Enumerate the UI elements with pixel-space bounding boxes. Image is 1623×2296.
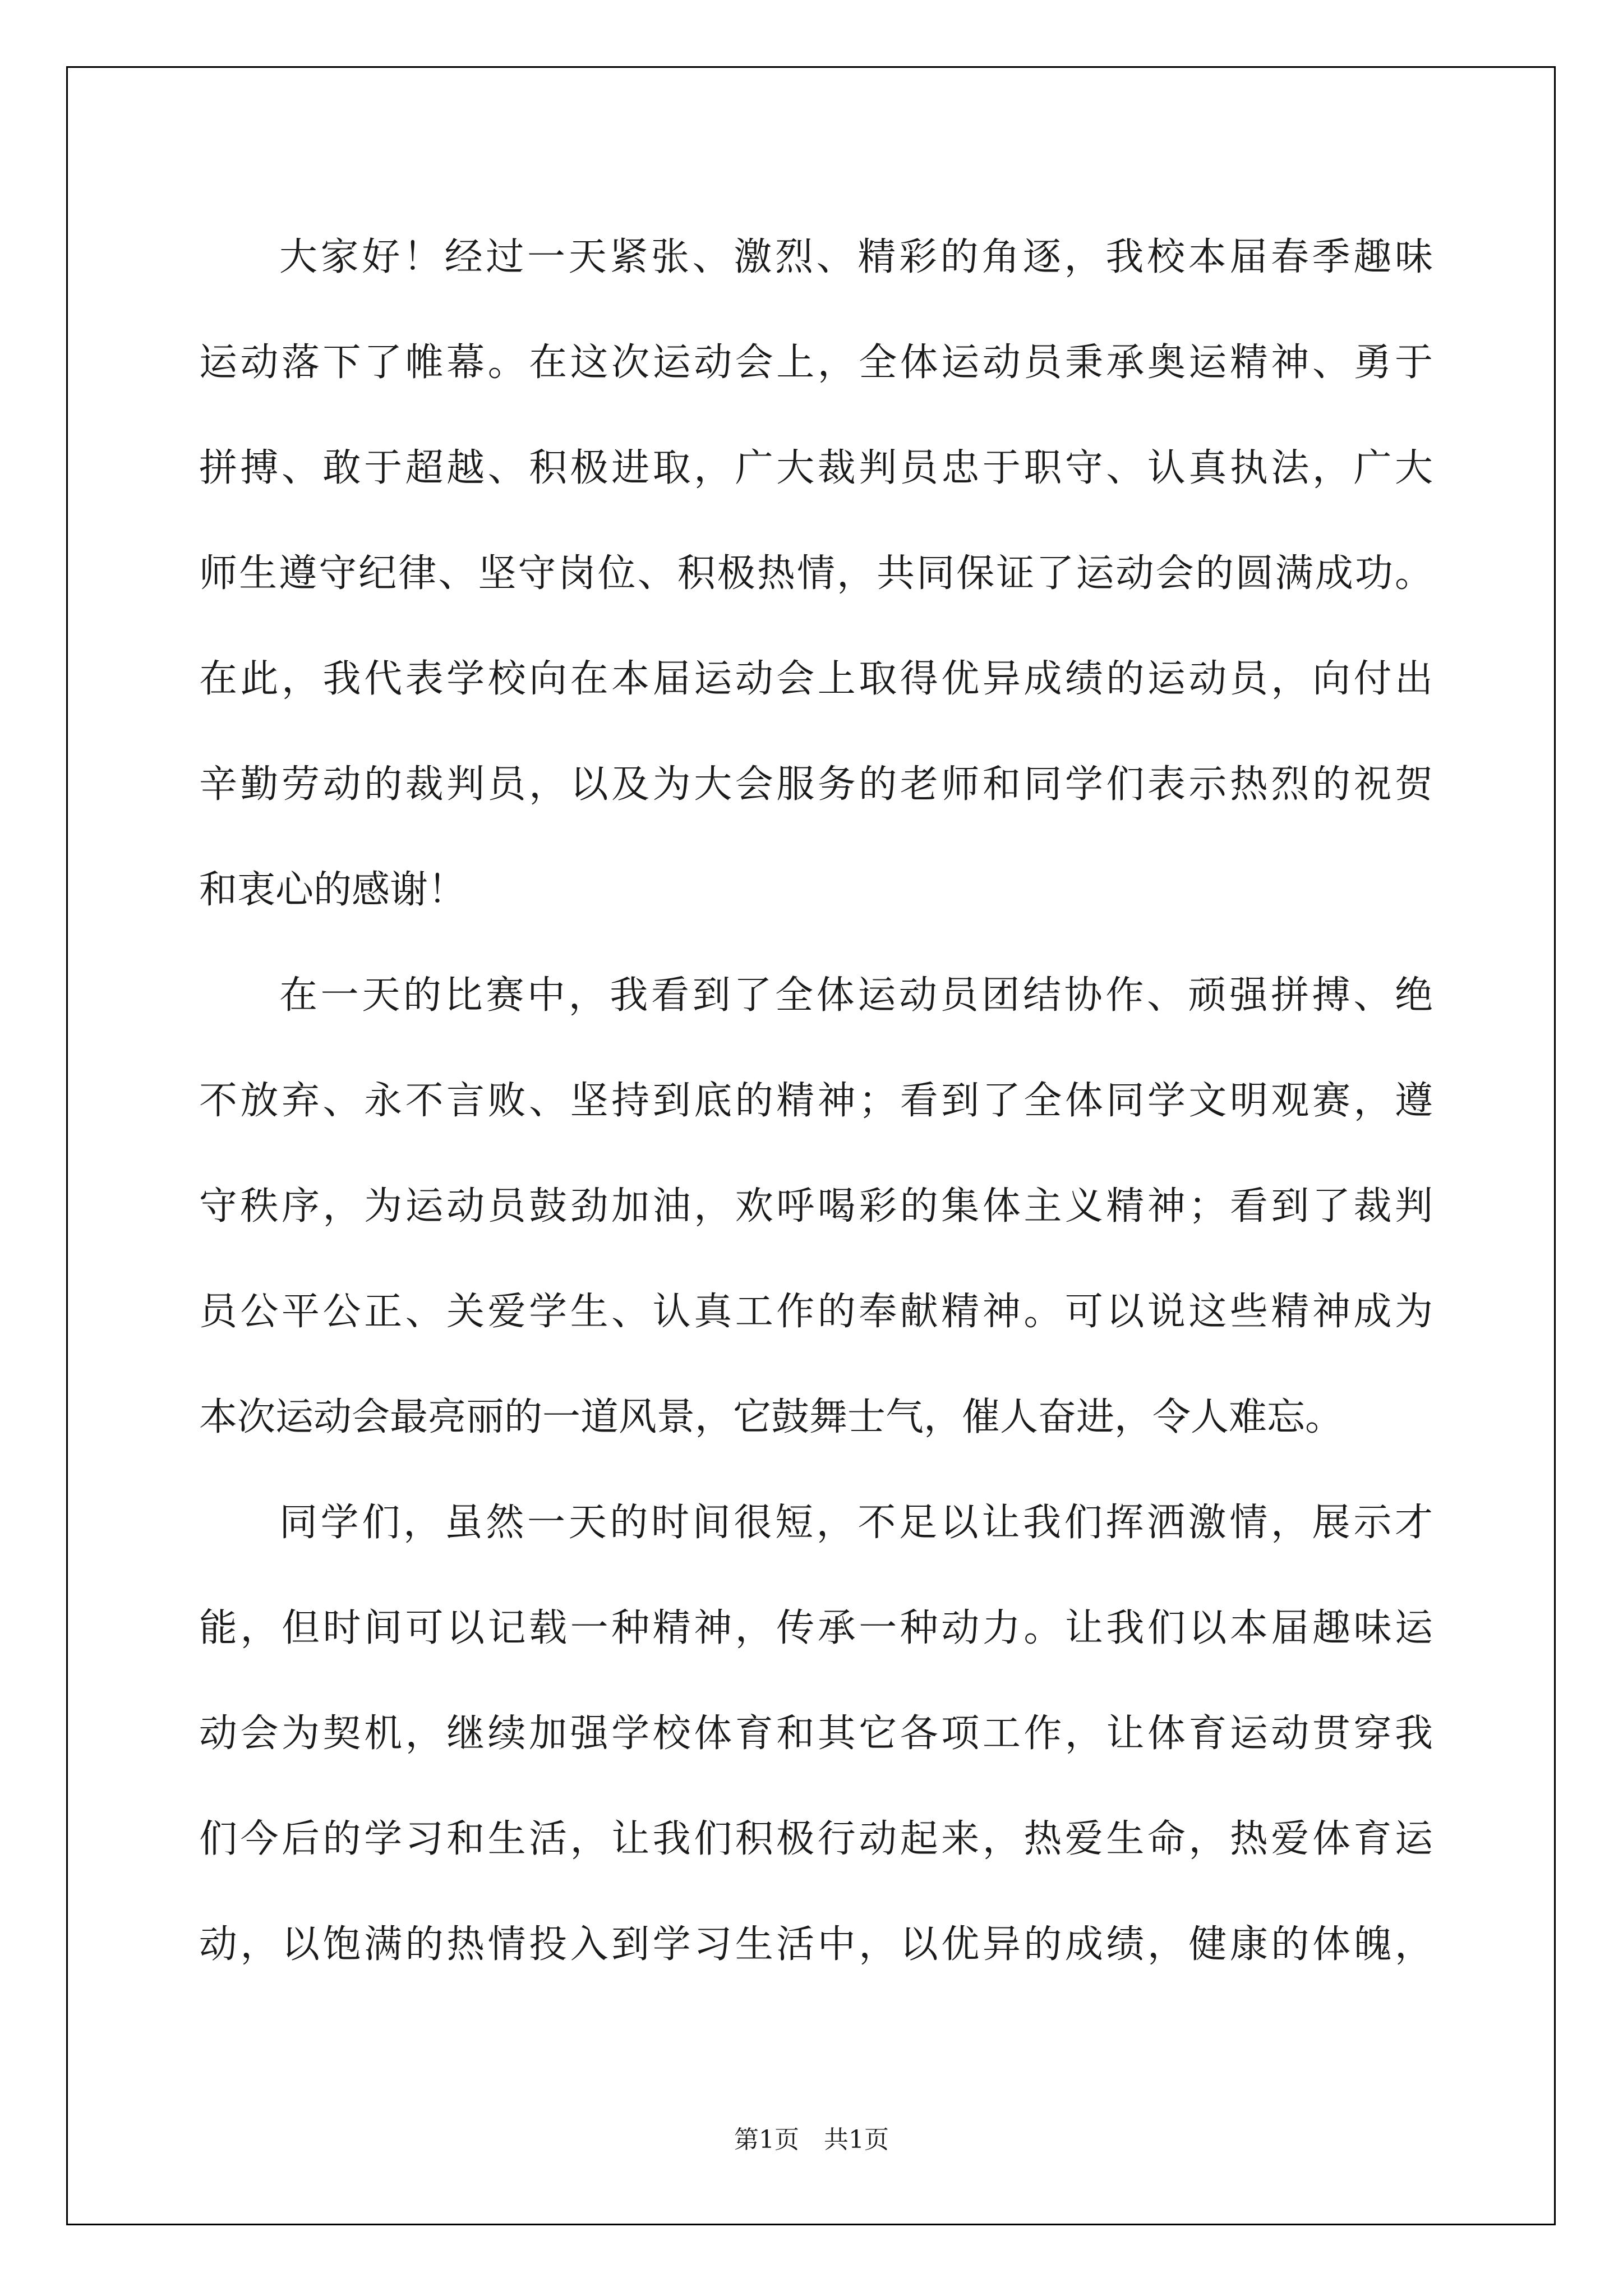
paragraph-1 — [199, 205, 1433, 943]
text-line: 师生遵守纪律、坚守岗位、积极热情，共同保证了运动会的圆满成功。 — [199, 551, 1433, 596]
text-line: 动会为契机，继续加强学校体育和其它各项工作，让体育运动贯穿我 — [199, 1711, 1433, 1756]
text-line: 和衷心的感谢！ — [199, 868, 467, 912]
text-line: 们今后的学习和生活，让我们积极行动起来，热爱生命，热爱体育运 — [199, 1817, 1433, 1861]
text-line: 拼搏、敢于超越、积极进取，广大裁判员忠于职守、认真执法，广大 — [199, 446, 1433, 490]
text-line: 同学们，虽然一天的时间很短，不足以让我们挥洒激情，展示才 — [279, 1501, 1433, 1545]
paragraph-3 — [199, 1470, 1433, 1998]
page-number: 第1页 共1页 — [734, 2125, 889, 2154]
text-line: 守秩序，为运动员鼓劲加油，欢呼喝彩的集体主义精神；看到了裁判 — [199, 1184, 1433, 1228]
text-line: 辛勤劳动的裁判员，以及为大会服务的老师和同学们表示热烈的祝贺 — [199, 762, 1433, 807]
paragraph-2 — [199, 943, 1433, 1470]
text-line: 大家好！经过一天紧张、激烈、精彩的角逐，我校本届春季趣味 — [279, 235, 1433, 279]
text-line: 员公平公正、关爱学生、认真工作的奉献精神。可以说这些精神成为 — [199, 1290, 1433, 1334]
text-line: 运动落下了帷幕。在这次运动会上，全体运动员秉承奥运精神、勇于 — [199, 341, 1433, 385]
text-line: 不放弃、永不言败、坚持到底的精神；看到了全体同学文明观赛，遵 — [199, 1079, 1433, 1123]
document-body — [199, 205, 1433, 1998]
text-line: 动，以饱满的热情投入到学习生活中，以优异的成绩，健康的体魄， — [199, 1922, 1433, 1967]
text-line: 在此，我代表学校向在本届运动会上取得优异成绩的运动员，向付出 — [199, 657, 1433, 701]
text-line: 能，但时间可以记载一种精神，传承一种动力。让我们以本届趣味运 — [199, 1606, 1433, 1650]
text-line: 本次运动会最亮丽的一道风景，它鼓舞士气，催人奋进，令人难忘。 — [199, 1395, 1344, 1439]
text-line: 在一天的比赛中，我看到了全体运动员团结协作、顽强拼搏、绝 — [279, 973, 1433, 1018]
